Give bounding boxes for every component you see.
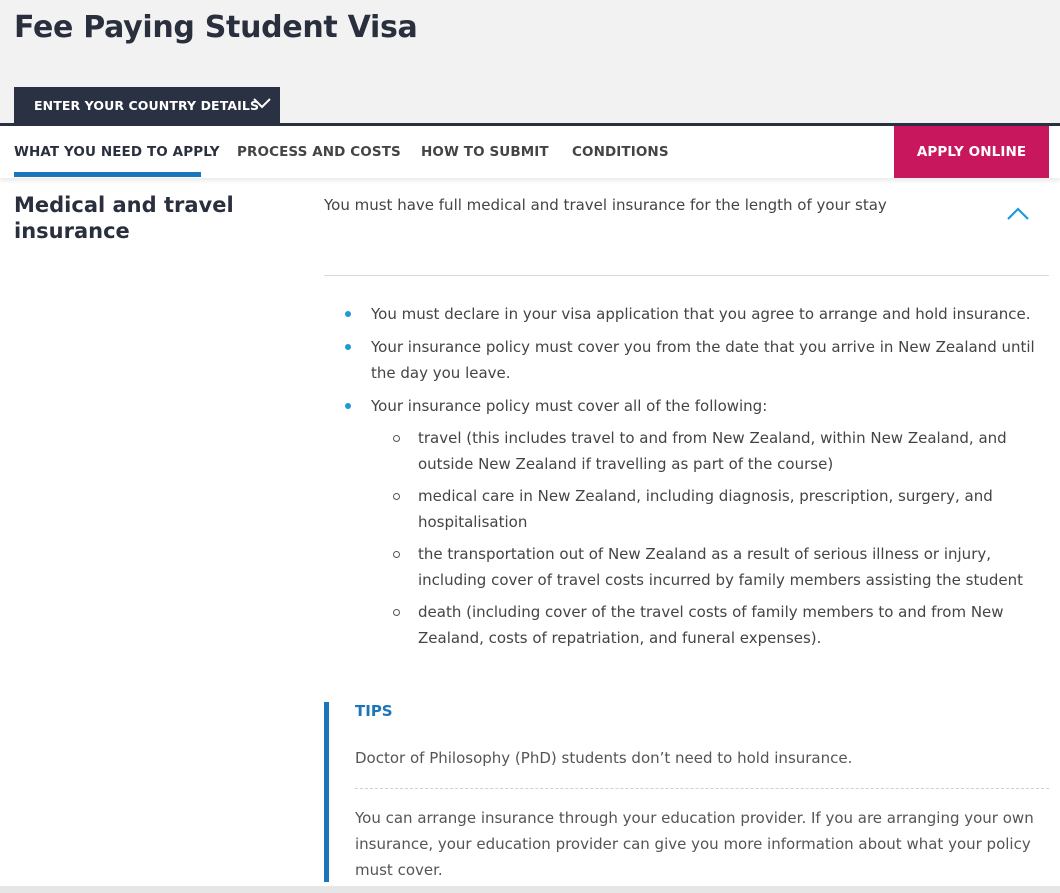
bullet-icon [345,344,351,350]
tips-text-provider: You can arrange insurance through your education provider. If you are arranging your own insurance, your education provider can give you more information about what your policy must cover. [355,809,1034,879]
circle-bullet-icon [393,609,400,616]
tips-text-phd: Doctor of Philosophy (PhD) students don’t need to hold insurance. [355,749,853,767]
list-item: You must declare in your visa application that you agree to arrange and hold insurance. [343,301,1043,327]
sub-list-item: death (including cover of the travel costs of family members to and from New Zealand, costs of repatriation, and funeral expenses). [371,599,1043,651]
circle-bullet-icon [393,493,400,500]
chevron-down-icon [252,96,272,110]
tab-what-you-need-to-apply[interactable]: WHAT YOU NEED TO APPLY [14,144,220,160]
apply-online-button[interactable]: APPLY ONLINE [894,126,1049,178]
accordion-divider [324,275,1049,276]
coverage-sublist [371,425,1043,651]
tips-box [324,702,1049,882]
horizontal-scrollbar[interactable] [0,886,1060,893]
tips-title: TIPS [355,702,393,720]
tips-accent-bar [324,702,329,882]
list-item: Your insurance policy must cover all of the following: travel (this includes travel to and from New Zealand, within New Zealand, and outside New Zealand if travelling as part of the course) medical care in New Zealand, including diagnosis, prescription, surgery, and hospitalisation the transportation out of New Zealand as a result of serious illness or injury, including cover of travel costs incurred by family members assisting the student death (including cover of the travel costs of family members to and from New Zealand, costs of repatriation, and funeral expenses). [343,393,1043,651]
tab-conditions[interactable]: CONDITIONS [572,144,669,160]
sub-list-item: medical care in New Zealand, including diagnosis, prescription, surgery, and hospitalisation [371,483,1043,535]
page-title: Fee Paying Student Visa [14,10,418,45]
sub-list-item: travel (this includes travel to and from New Zealand, within New Zealand, and outside New Zealand if travelling as part of the course) [371,425,1043,477]
page-header [0,0,1060,125]
tab-process-and-costs[interactable]: PROCESS AND COSTS [237,144,401,160]
bullet-icon [345,311,351,317]
circle-bullet-icon [393,551,400,558]
sub-list-item: the transportation out of New Zealand as a result of serious illness or injury, including cover of travel costs incurred by family members assisting the student [371,541,1043,593]
section-heading: Medical and travel insurance [14,193,234,243]
circle-bullet-icon [393,435,400,442]
active-tab-indicator [14,172,201,177]
tab-how-to-submit[interactable]: HOW TO SUBMIT [421,144,549,160]
bullet-icon [345,403,351,409]
enter-country-details-button[interactable] [14,87,280,123]
accordion-summary[interactable]: You must have full medical and travel insurance for the length of your stay [324,196,887,214]
country-button-label: ENTER YOUR COUNTRY DETAILS [34,97,260,113]
chevron-up-icon[interactable] [1004,203,1032,225]
tips-separator [355,788,1049,789]
list-item: Your insurance policy must cover you from the date that you arrive in New Zealand until the day you leave. [343,334,1043,386]
requirements-list [343,301,1043,658]
